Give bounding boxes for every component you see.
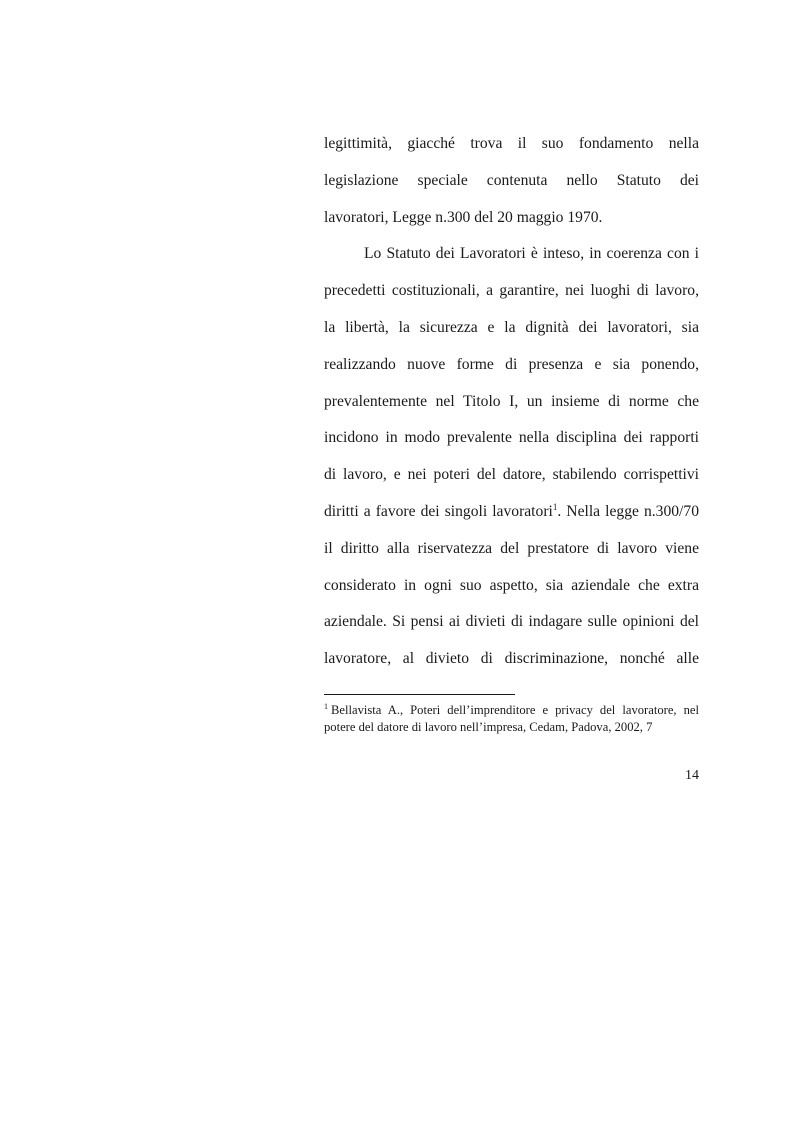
main-text: [324, 126, 699, 678]
footnote-line: potere del datore di lavoro nell’impresa, Cedam, Padova, 2002, 7: [324, 720, 653, 734]
footnote-line: [324, 702, 699, 719]
text-line: legislazione speciale contenuta nello Statuto dei: [324, 171, 699, 189]
text-line: precedetti costituzionali, a garantire, nei luoghi di lavoro,: [324, 282, 699, 300]
footnote-text: Bellavista A., Poteri dell’imprenditore e privacy del lavoratore, nel: [331, 703, 699, 717]
text-line: realizzando nuove forme di presenza e sia ponendo,: [324, 355, 699, 373]
text-line: prevalentemente nel Titolo I, un insieme di norme che: [324, 392, 699, 410]
page-number: 14: [685, 768, 699, 783]
text-segment: diritti a favore dei singoli lavoratori: [324, 502, 553, 520]
footnote-divider: [324, 694, 515, 695]
text-line: di lavoro, e nei poteri del datore, stabilendo corrispettivi: [324, 466, 699, 484]
text-segment: . Nella legge n.300/70: [557, 502, 699, 520]
footnote: [324, 702, 699, 736]
text-line: la libertà, la sicurezza e la dignità dei lavoratori, sia: [324, 318, 699, 336]
footnote-number: 1: [324, 701, 328, 711]
text-line: legittimità, giacché trova il suo fondamento nella: [324, 135, 699, 152]
text-line: aziendale. Si pensi ai divieti di indagare sulle opinioni del: [324, 613, 699, 631]
text-line: considerato in ogni suo aspetto, sia aziendale che extra: [324, 576, 699, 594]
text-line-with-footnote: [324, 494, 699, 531]
text-line: lavoratori, Legge n.300 del 20 maggio 1970.: [324, 208, 603, 226]
footnote-reference: 1: [552, 501, 558, 512]
text-line: incidono in modo prevalente nella disciplina dei rapporti: [324, 429, 699, 447]
paragraph-start-line: Lo Statuto dei Lavoratori è inteso, in coerenza con i: [364, 245, 699, 263]
text-line: lavoratore, al divieto di discriminazione, nonché alle: [324, 650, 699, 668]
text-line: il diritto alla riservatezza del prestatore di lavoro viene: [324, 539, 699, 557]
